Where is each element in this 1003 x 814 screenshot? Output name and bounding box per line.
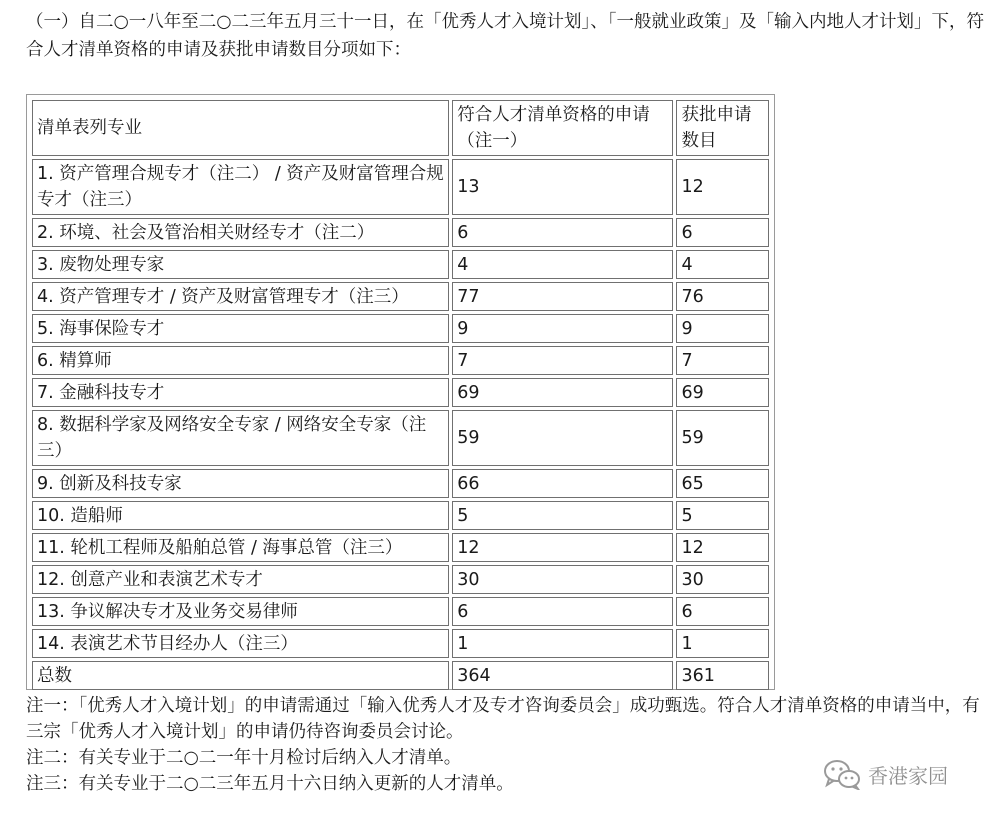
- eligible-cell: 13: [452, 159, 673, 215]
- total-label-cell: 总数: [32, 661, 449, 690]
- approved-cell: 9: [676, 314, 769, 343]
- table-row: [32, 346, 769, 375]
- eligible-cell: 77: [452, 282, 673, 311]
- footnote-2: 注二：有关专业于二○二一年十月检讨后纳入人才清单。: [26, 748, 462, 768]
- eligible-cell: 6: [452, 597, 673, 626]
- approved-cell: 4: [676, 250, 769, 279]
- profession-cell: 3. 废物处理专家: [32, 250, 449, 279]
- approved-cell: 12: [676, 159, 769, 215]
- approved-cell: 65: [676, 469, 769, 498]
- table-row: [32, 159, 769, 215]
- profession-cell: 13. 争议解决专才及业务交易律师: [32, 597, 449, 626]
- profession-cell: 12. 创意产业和表演艺术专才: [32, 565, 449, 594]
- profession-cell: 5. 海事保险专才: [32, 314, 449, 343]
- statistics-table-frame: [26, 94, 775, 690]
- profession-cell: 10. 造船师: [32, 501, 449, 530]
- profession-cell: 11. 轮机工程师及船舶总管 / 海事总管（注三）: [32, 533, 449, 562]
- profession-cell: 1. 资产管理合规专才（注二） / 资产及财富管理合规专才（注三）: [32, 159, 449, 215]
- table-row: [32, 410, 769, 466]
- approved-cell: 5: [676, 501, 769, 530]
- header-cell-eligible: 符合人才清单资格的申请（注一）: [452, 100, 673, 156]
- table-row: [32, 597, 769, 626]
- approved-cell: 30: [676, 565, 769, 594]
- header-cell-approved: 获批申请数目: [676, 100, 769, 156]
- profession-cell: 14. 表演艺术节目经办人（注三）: [32, 629, 449, 658]
- total-eligible-cell: 364: [452, 661, 673, 690]
- eligible-cell: 30: [452, 565, 673, 594]
- intro-paragraph: （一）自二○一八年至二○二三年五月三十一日，在「优秀人才入境计划」、「一般就业政策」及「输入内地人才计划」下，符合人才清单资格的申请及获批申请数目分项如下：: [26, 12, 985, 60]
- eligible-cell: 66: [452, 469, 673, 498]
- profession-cell: 6. 精算师: [32, 346, 449, 375]
- approved-cell: 6: [676, 597, 769, 626]
- profession-cell: 4. 资产管理专才 / 资产及财富管理专才（注三）: [32, 282, 449, 311]
- eligible-cell: 12: [452, 533, 673, 562]
- eligible-cell: 4: [452, 250, 673, 279]
- approved-cell: 12: [676, 533, 769, 562]
- table-total-row: [32, 661, 769, 690]
- approved-cell: 76: [676, 282, 769, 311]
- statistics-table: [29, 97, 772, 693]
- table-row: [32, 378, 769, 407]
- footnote-3: 注三：有关专业于二○二三年五月十六日纳入更新的人才清单。: [26, 774, 514, 794]
- wechat-icon: [822, 758, 862, 790]
- approved-cell: 59: [676, 410, 769, 466]
- table-header-row: [32, 100, 769, 156]
- eligible-cell: 1: [452, 629, 673, 658]
- eligible-cell: 59: [452, 410, 673, 466]
- table-row: [32, 250, 769, 279]
- profession-cell: 2. 环境、社会及管治相关财经专才（注二）: [32, 218, 449, 247]
- eligible-cell: 7: [452, 346, 673, 375]
- approved-cell: 1: [676, 629, 769, 658]
- watermark: [822, 758, 948, 790]
- watermark-text: 香港家园: [868, 763, 948, 788]
- profession-cell: 9. 创新及科技专家: [32, 469, 449, 498]
- eligible-cell: 6: [452, 218, 673, 247]
- table-row: [32, 314, 769, 343]
- approved-cell: 6: [676, 218, 769, 247]
- eligible-cell: 5: [452, 501, 673, 530]
- profession-cell: 7. 金融科技专才: [32, 378, 449, 407]
- eligible-cell: 9: [452, 314, 673, 343]
- total-approved-cell: 361: [676, 661, 769, 690]
- header-cell-profession: 清单表列专业: [32, 100, 449, 156]
- table-row: [32, 565, 769, 594]
- table-row: [32, 282, 769, 311]
- table-row: [32, 469, 769, 498]
- table-row: [32, 629, 769, 658]
- footnote-1: 注一：「优秀人才入境计划」的申请需通过「输入优秀人才及专才咨询委员会」成功甄选。符合人才清单资格的申请当中，有三宗「优秀人才入境计划」的申请仍待咨询委员会讨论。: [26, 696, 980, 742]
- table-row: [32, 533, 769, 562]
- table-row: [32, 218, 769, 247]
- approved-cell: 69: [676, 378, 769, 407]
- eligible-cell: 69: [452, 378, 673, 407]
- profession-cell: 8. 数据科学家及网络安全专家 / 网络安全专家（注三）: [32, 410, 449, 466]
- table-row: [32, 501, 769, 530]
- approved-cell: 7: [676, 346, 769, 375]
